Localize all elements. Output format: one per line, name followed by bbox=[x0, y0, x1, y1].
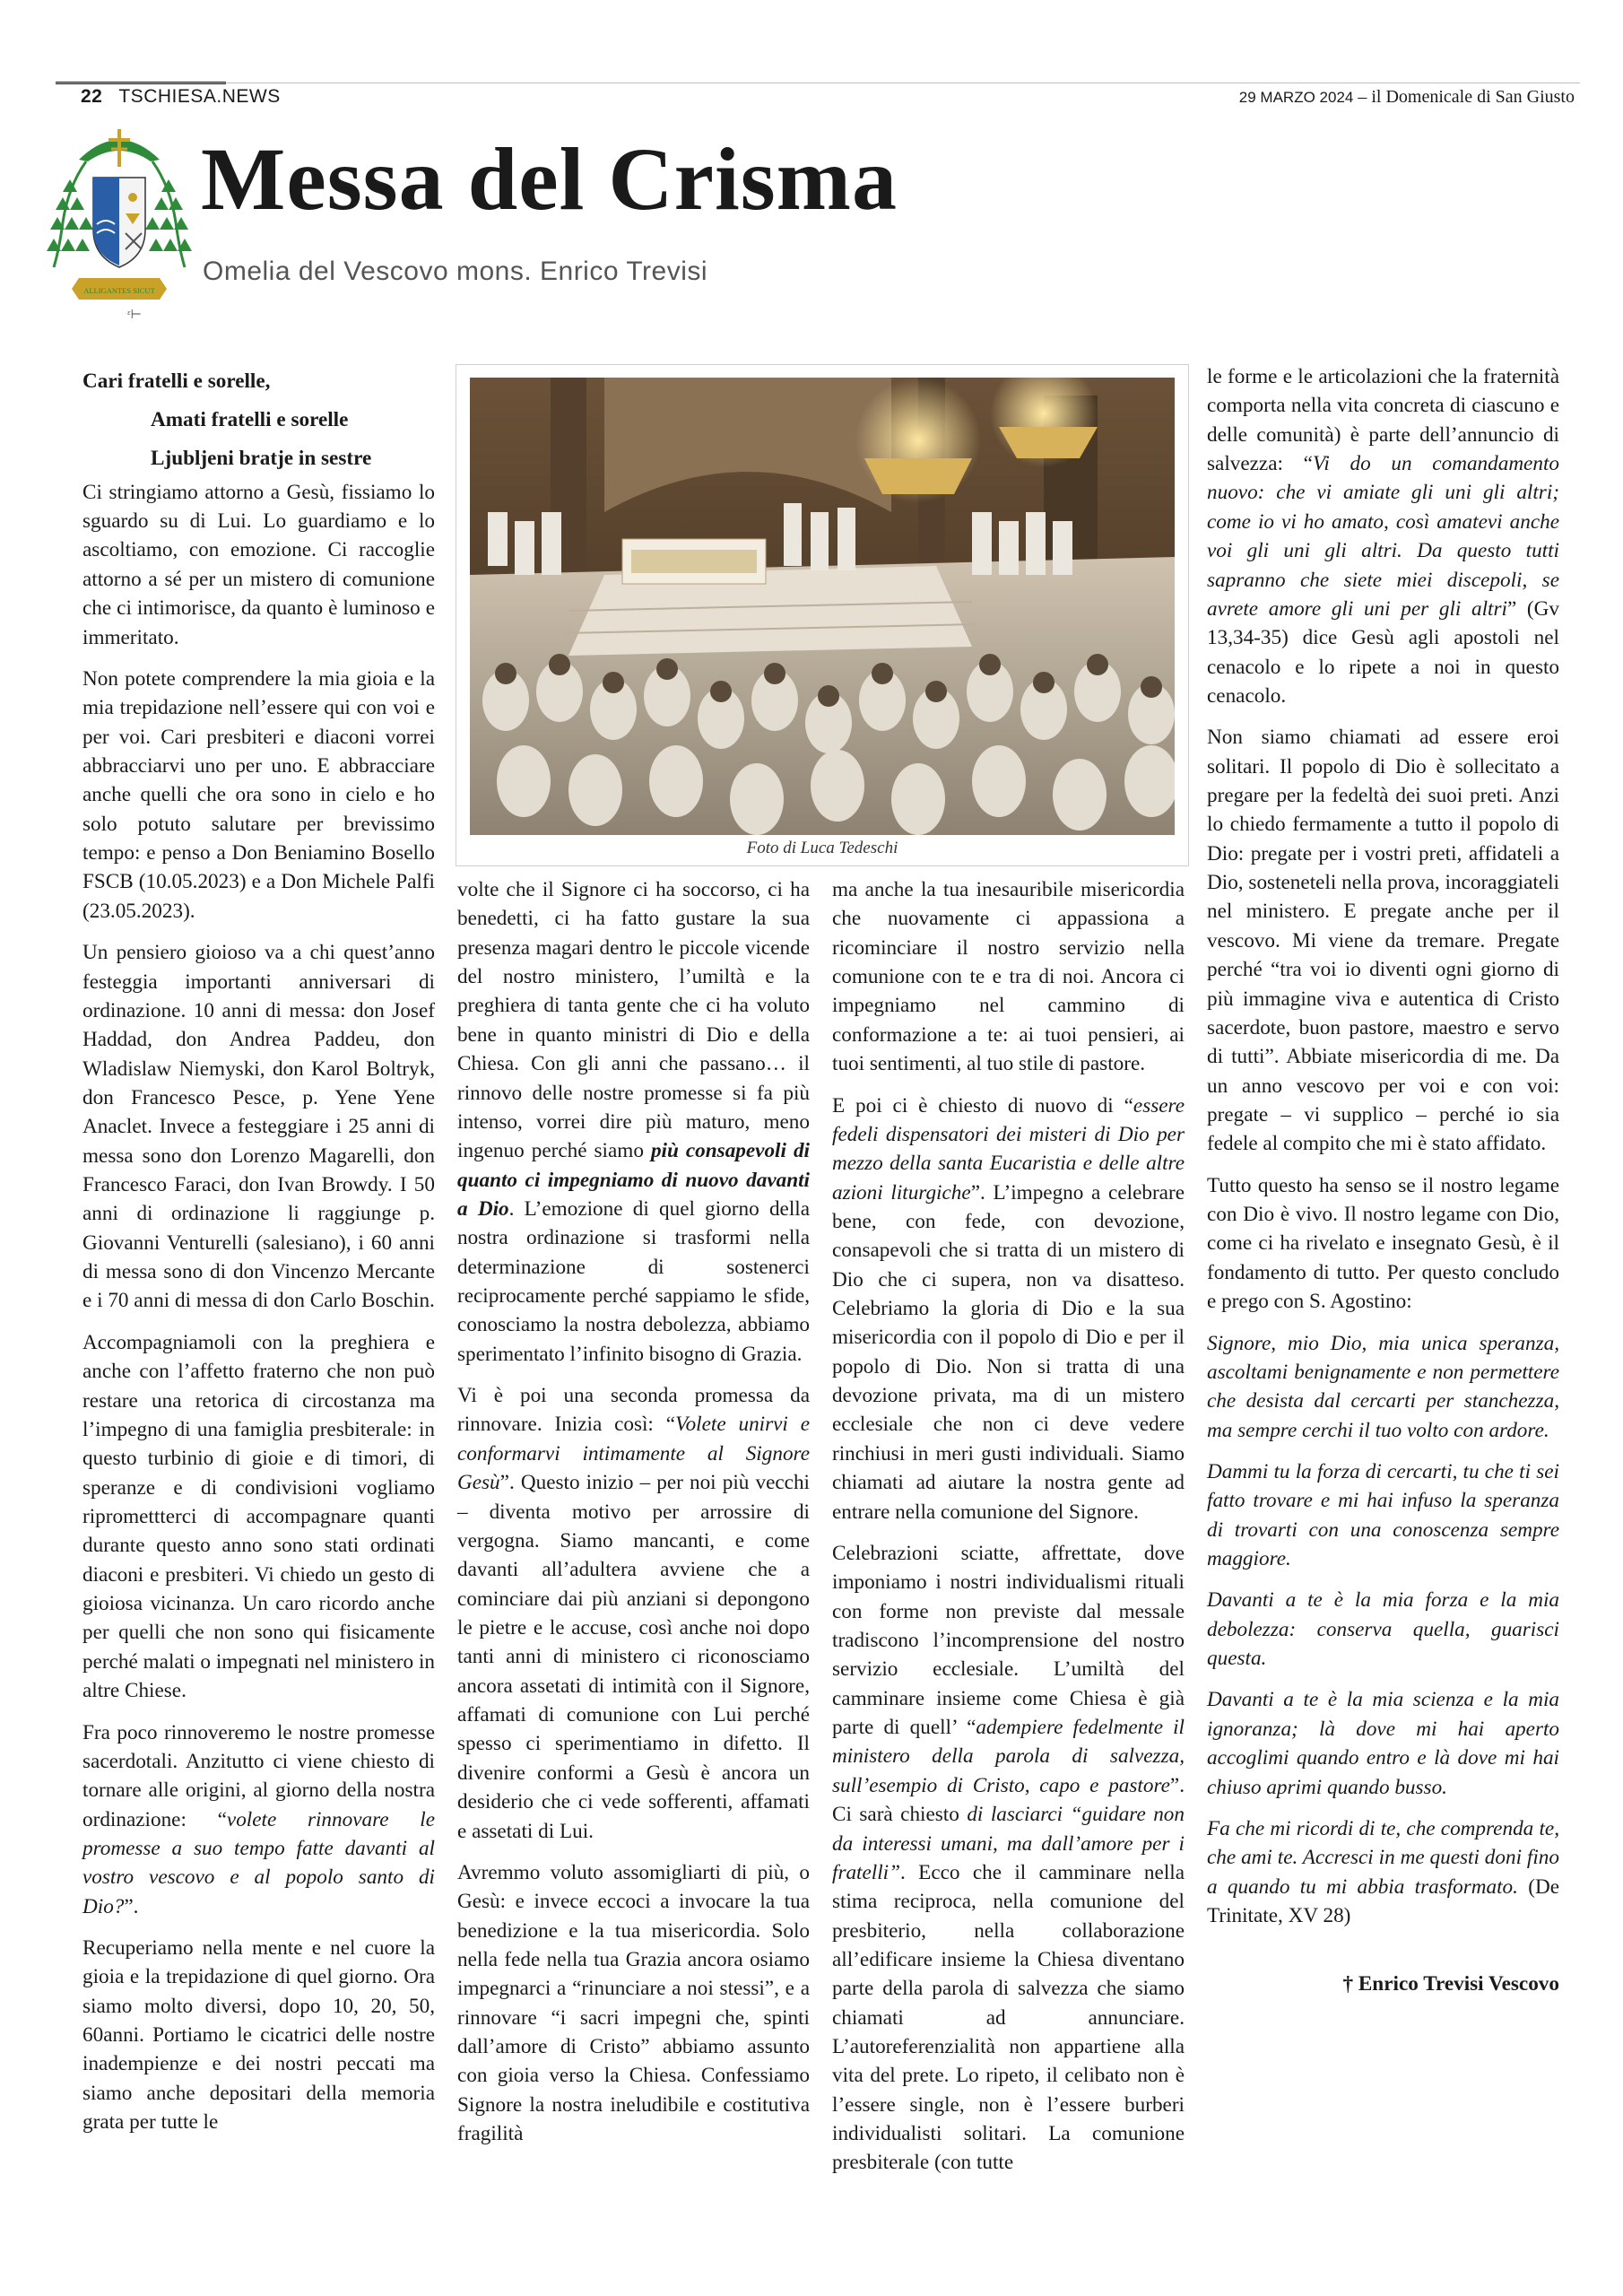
bishop-coat-of-arms-icon bbox=[43, 124, 195, 321]
photo-caption: Foto di Luca Tedeschi bbox=[746, 839, 898, 857]
prayer-text: Dammi tu la forza di cercarti, tu che ti sei fatto trovare e mi hai infuso la speranza di trovarti con una conoscenza sempre maggiore. bbox=[1207, 1459, 1559, 1571]
text-run: . Ecco che il camminare nella stima reciproca, nella comunione del presbiterio, nella collaborazione all’edificare insieme la Chiesa diventano parte della parola di salvezza che siamo chiamati ad annunciare. L’autoreferenzialità non appartiene alla vita del prete. Lo ripeto, il celibato non è l’essere single, non è l’essere burberi individualisti solitari. La comunione presbiterale (con tutte bbox=[832, 1860, 1185, 2175]
article-subtitle: Omelia del Vescovo mons. Enrico Trevisi bbox=[203, 257, 708, 286]
crest-motto: ALLIGANTES SICUT bbox=[83, 286, 155, 295]
quote-italic: essere fedeli dispensatori dei misteri di Dio per mezzo della santa Eucaristia e delle altre azioni liturgiche bbox=[832, 1093, 1185, 1205]
paragraph: Non potete comprendere la mia gioia e la mia trepidazione nell’essere qui con voi e per voi. Cari presbiteri e diaconi vorrei abbracciarvi uno per uno. E abbracciare anche quelli che ora sono in cielo e ho solo potuto salutare per brevissimo tempo: e penso a Don Beniamino Bosello FSCB (10.05.2023) e a Don Michele Palfi (23.05.2023). bbox=[82, 666, 435, 923]
paragraph bbox=[457, 1381, 810, 1846]
header-left bbox=[81, 86, 281, 108]
paragraph: Un pensiero gioioso va a chi quest’anno festeggia importanti anniversari di ordinazione. 10 anni di messa: don Josef Haddad, don Andrea Paddeu, don Wladislaw Niemyski, don Karol Boltryk, don Francesco Pesce, p. Yene Yene Anaclet. Invece a festeggiare i 25 anni di messa sono don Lorenzo Magarelli, don Francesco Faraci, don Ivan Browdy. I 50 anni di ordinazione li raggiunge p. Giovanni Venturelli (salesiano), i 60 anni di messa sono di don Vincenzo Mercante e i 70 anni di messa di don Carlo Boschin. bbox=[82, 941, 435, 1313]
article-column-2 bbox=[457, 875, 810, 2161]
quote-italic: Vi do un comandamento nuovo: che vi amiate gli uni gli altri; come io vi ho amato, così amatevi anche voi gli uni gli altri. Da questo tutti sapranno che siete miei discepoli, se avrete amore gli uni per gli altri bbox=[1207, 452, 1559, 621]
paragraph bbox=[1207, 362, 1559, 710]
header-right bbox=[1239, 87, 1575, 108]
publication-name: il Domenicale di San Giusto bbox=[1371, 87, 1575, 107]
paragraph bbox=[457, 875, 810, 1369]
article-column-1 bbox=[82, 362, 435, 2150]
paragraph bbox=[82, 1718, 435, 1922]
quote-italic: volete rinnovare le promesse a suo tempo fatte davanti al vostro vescovo e al popolo santo di Dio? bbox=[82, 1807, 435, 1918]
prayer-paragraph bbox=[1207, 1586, 1559, 1673]
photo-frame bbox=[456, 364, 1189, 866]
paragraph: Tutto questo ha senso se il nostro legame con Dio è vivo. Il nostro legame con Dio, come ci ha rivelato e insegnato Gesù, è il fondamento di tutto. Per questo concludo e prego con S. Agostino: bbox=[1207, 1173, 1559, 1314]
quote-italic: di lasciarci “guidare non da interessi umani, ma dall’amore per i fratelli” bbox=[832, 1803, 1185, 1884]
quote-italic: adempiere fedelmente il ministero della parola di salvezza, sull’esempio di Cristo, capo e pastore bbox=[832, 1716, 1185, 1797]
article-column-4 bbox=[1207, 362, 1559, 2012]
cathedral-mass-photo bbox=[470, 378, 1175, 835]
paragraph: Recuperiamo nella mente e nel cuore la gioia e la trepidazione di quel giorno. Ora siamo molto diversi, dopo 10, 20, 50, 60anni. Portiamo le cicatrici delle nostre inadempienze e dei nostri peccati ma siamo anche depositari della memoria grata per tutte le bbox=[82, 1936, 435, 2135]
prayer-text: Signore, mio Dio, mia unica speranza, ascoltami benignamente e non permettere che desista dal cercarti per stanchezza, ma sempre cerchi il tuo volto con ardore. bbox=[1207, 1331, 1559, 1442]
issue-date: 29 MARZO 2024 bbox=[1238, 89, 1354, 106]
text-run: Celebrazioni sciatte, affrettate, dove imponiamo i nostri individualismi rituali con forme non previste dal messale tradiscono l’incomprensione del nostro servizio ecclesiale. L’umiltà del camminare insieme come Chiesa è già parte di quell’ “ bbox=[832, 1541, 1185, 1740]
crest-monogram: ᵋ⊢ bbox=[127, 309, 142, 321]
page-number: 22 bbox=[81, 86, 103, 107]
paragraph: Ci stringiamo attorno a Gesù, fissiamo lo sguardo su di Lui. Lo guardiamo e lo ascoltiamo, con emozione. Ci raccoglie attorno a sé per un mistero di comunione che ci intimorisce, da quanto è luminoso e immeritato. bbox=[82, 480, 435, 649]
text-run: Vi è poi una seconda promessa da rinnovare. Inizia così: “ bbox=[457, 1384, 810, 1437]
text-run: E poi ci è chiesto di nuovo di “ bbox=[832, 1093, 1133, 1118]
paragraph: Avremmo voluto assomigliarti di più, o Gesù: e invece eccoci a invocare la tua benedizione e la tua misericordia. Solo nella fede nella tua Grazia ancora osiamo impegnarci a “rinunciare a noi stessi”, e a rinnovare “i sacri impegni che, spinti dall’amore di Cristo” abbiamo assunto con gioia verso la Chiesa. Confessiamo Signore la nostra ineludibile e costitutiva fragilità bbox=[457, 1860, 810, 2146]
text-run: ”. Questo inizio – per noi più vecchi – diventa motivo per arrossire di vergogna. Siamo mancanti, e come davanti all’adultera avviene che a cominciare dai più anziani si depongono le pietre e le accuse, così anche noi dopo tanti anni di ministero ci riconosciamo ancora assetati di intimità con il Signore, affamati di comunione con Lui perché spesso ci sperimentiamo in difetto. Il divenire conformi a Gesù è ancora un desiderio che ci vede sofferenti, affamati e assetati di Lui. bbox=[457, 1471, 810, 1843]
paragraph bbox=[832, 1091, 1185, 1526]
greeting-line-1: Cari fratelli e sorelle, bbox=[82, 370, 271, 393]
prayer-paragraph bbox=[1207, 1329, 1559, 1445]
signature: † Enrico Trevisi Vescovo bbox=[1342, 1972, 1559, 1996]
article-column-3 bbox=[832, 875, 1185, 2190]
text-run: le forme e le articolazioni che la fraternità comporta nella vita concreta di ciascuno e delle comunità) è parte dell’annuncio di salvezza: “ bbox=[1207, 365, 1559, 476]
prayer-text: Davanti a te è la mia forza e la mia debolezza: conserva quella, guarisci questa. bbox=[1207, 1588, 1559, 1671]
prayer-paragraph bbox=[1207, 1814, 1559, 1930]
paragraph bbox=[832, 1539, 1185, 2178]
greeting-line-3: Ljubljeni bratje in sestre bbox=[151, 446, 372, 470]
text-run: ”. bbox=[124, 1894, 139, 1918]
paragraph: Accompagniamoli con la preghiera e anche con l’affetto fraterno che non può restare una retorica di circostanza ma l’impegno di una famiglia presbiterale: in questo turbinio di gioie e di timori, di speranze e di condivisioni vogliamo ripromettterci di accompagnare quanti durante questo anno sono stati ordinati diaconi e presbiteri. Vi chiedo un gesto di gioiosa vicinanza. Un caro ricordo anche per quelli che non sono qui fisicamente perché malati o impegnati nel ministero in altre Chiese. bbox=[82, 1330, 435, 1703]
greeting-line-2: Amati fratelli e sorelle bbox=[151, 407, 349, 431]
quote-italic: Volete unirvi e conformarvi intimamente al Signore Gesù bbox=[457, 1413, 810, 1495]
prayer-paragraph bbox=[1207, 1457, 1559, 1573]
article-title: Messa del Crisma bbox=[201, 129, 898, 229]
text-run: ”. Ci sarà chiesto bbox=[832, 1773, 1185, 1827]
prayer-paragraph bbox=[1207, 1685, 1559, 1801]
paragraph: Non siamo chiamati ad essere eroi solitari. Il popolo di Dio è sollecitato a pregare per la fedeltà dei suoi preti. Anzi lo chiedo fermamente a tutto il popolo di Dio: pregate per i vostri preti, affidateli a Dio, sosteneteli nella prova, incoraggiateli nel ministero. E pregate anche per il vescovo. Mi viene da tremare. Pregate perché “tra voi io diventi ogni giorno di più immagine viva e autentica di Cristo sacerdote, buon pastore, maestro e servo di tutti”. Abbiate misericordia di me. Da un anno vescovo per voi e con voi: pregate – vi supplico – perché io sia fedele al compito che mi è stato affidato. bbox=[1207, 726, 1559, 1156]
emphasis-bold-italic: più consapevoli di quanto ci impegniamo di nuovo davanti a Dio bbox=[457, 1139, 810, 1221]
prayer-text: Fa che mi ricordi di te, che comprenda te, che ami te. Accresci in me questi doni fino a quando tu mi abbia trasformato. bbox=[1207, 1816, 1559, 1899]
text-run: ”. L’impegno a celebrare bene, con fede, con devozione, consapevoli che si tratta di un mistero di Dio che ci supera, non va disatteso. Celebriamo la gloria di Dio e la sua misericordia con il popolo di Dio e per il popolo di Dio. Non si tratta di una devozione privata, ma di un mistero ecclesiale che non ci deve vedere rinchiusi in meri gusti individuali. Siamo chiamati ad aiutare la nostra gente ad entrare nella comunione del Signore. bbox=[832, 1180, 1185, 1524]
text-run: . L’emozione di quel giorno della nostra ordinazione si trasformi nella determinazione di sostenerci reciprocamente perché sappiamo le sfide, conosciamo la nostra debolezza, abbiamo sperimentato l’infinito bisogno di Grazia. bbox=[457, 1196, 811, 1366]
citation: (De Trinitate, XV 28) bbox=[1207, 1874, 1559, 1927]
text-run: volte che il Signore ci ha soccorso, ci ha benedetti, ci ha fatto gustare la sua presenza magari dentro le piccole vicende del nostro ministero, l’umiltà e la preghiera di tanta gente che ci ha voluto bene in quanto ministri di Dio e della Chiesa. Con gli anni che passano… il rinnovo delle nostre promesse si fa più intenso, vorrei dire più maturo, meno ingenuo perché siamo bbox=[457, 878, 810, 1163]
text-run: Fra poco rinnoveremo le nostre promesse sacerdotali. Anzitutto ci viene chiesto di tornare alle origini, al giorno della nostra ordinazione: “ bbox=[82, 1720, 435, 1831]
header-separator: – bbox=[1353, 87, 1372, 107]
text-run: ” (Gv 13,34-35) dice Gesù agli apostoli nel cenacolo e lo ripete a noi in questo cenacolo. bbox=[1207, 596, 1559, 708]
paragraph: ma anche la tua inesauribile misericordia che nuovamente ci appassiona a ricominciare il nostro servizio nella comunione con te e tra di noi. Ancora ci impegniamo nel cammino di conformazione a te: ai tuoi pensieri, ai tuoi sentimenti, al tuo stile di pastore. bbox=[832, 878, 1185, 1076]
prayer-text: Davanti a te è la mia scienza e la mia ignoranza; là dove mi hai aperto accoglimi quando entro e là dove mi hai chiuso aprimi quando busso. bbox=[1207, 1688, 1559, 1799]
site-name: TSCHIESA.NEWS bbox=[118, 86, 281, 107]
